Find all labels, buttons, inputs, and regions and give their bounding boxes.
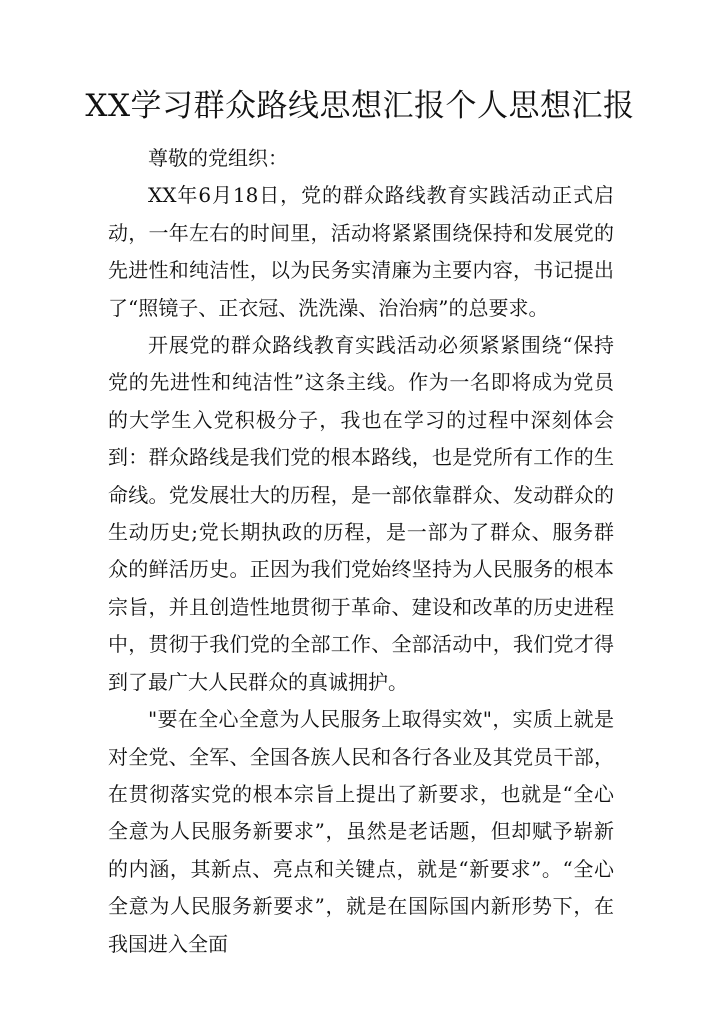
document-body xyxy=(108,140,614,963)
paragraph-2: 开展党的群众路线教育实践活动必须紧紧围绕“保持党的先进性和纯洁性”这条主线。作为一名即将成为党员的大学生入党积极分子，我也在学习的过程中深刻体会到：群众路线是我们党的根本路线，也是党所有工作的生命线。党发展壮大的历程，是一部依靠群众、发动群众的生动历史;党长期执政的历程，是一部为了群众、服务群众的鲜活历史。正因为我们党始终坚持为人民服务的根本宗旨，并且创造性地贯彻于革命、建设和改革的历史进程中，贯彻于我们党的全部工作、全部活动中，我们党才得到了最广大人民群众的真诚拥护。 xyxy=(108,333,614,694)
salutation: 尊敬的党组织： xyxy=(148,146,288,170)
paragraph-1: XX年6月18日，党的群众路线教育实践活动正式启动，一年左右的时间里，活动将紧紧围绕保持和发展党的先进性和纯洁性，以为民务实清廉为主要内容，书记提出了“照镜子、正衣冠、洗洗澡、治治病”的总要求。 xyxy=(108,183,614,320)
paragraph-3: "要在全心全意为人民服务上取得实效"，实质上就是对全党、全军、全国各族人民和各行各业及其党员干部，在贯彻落实党的根本宗旨上提出了新要求，也就是“全心全意为人民服务新要求”，虽然是老话题，但却赋予崭新的内涵，其新点、亮点和关键点，就是“新要求”。“全心全意为人民服务新要求”，就是在国际国内新形势下，在我国进入全面 xyxy=(108,707,614,956)
document-title: XX学习群众路线思想汇报个人思想汇报 xyxy=(85,88,635,124)
